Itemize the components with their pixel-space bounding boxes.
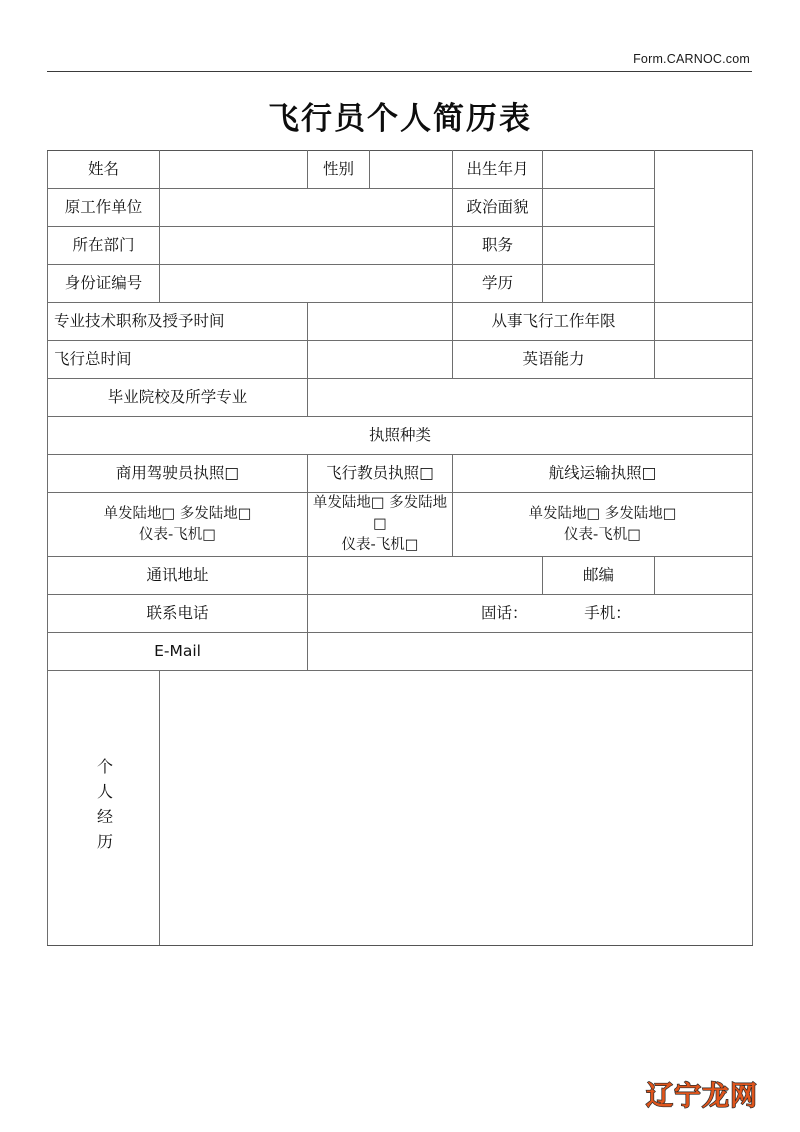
- birth-date-value[interactable]: [543, 151, 655, 189]
- department-label: 所在部门: [48, 227, 160, 265]
- school-major-value[interactable]: [308, 379, 753, 417]
- political-status-value[interactable]: [543, 189, 655, 227]
- phone-label: 联系电话: [48, 595, 308, 633]
- name-label: 姓名: [48, 151, 160, 189]
- table-row-work-unit: [48, 189, 753, 227]
- personal-experience-label-wrap: [52, 673, 155, 943]
- license-instructor-options[interactable]: [308, 493, 453, 557]
- work-unit-value[interactable]: [160, 189, 453, 227]
- department-value[interactable]: [160, 227, 453, 265]
- name-value[interactable]: [160, 151, 308, 189]
- header-divider: [47, 71, 752, 72]
- license-commercial-name[interactable]: 商用驾驶员执照□: [48, 455, 308, 493]
- total-flight-time-value[interactable]: [308, 341, 453, 379]
- total-flight-time-label: 飞行总时间: [48, 341, 308, 379]
- fixed-phone-label[interactable]: 固话：: [481, 603, 528, 622]
- flight-years-value[interactable]: [655, 303, 753, 341]
- table-row-license-names: [48, 455, 753, 493]
- license-commercial-options[interactable]: [48, 493, 308, 557]
- form-source-label: Form.CARNOC.com: [633, 52, 750, 66]
- personal-experience-value[interactable]: [160, 671, 753, 946]
- technical-title-label: 专业技术职称及授予时间: [48, 303, 308, 341]
- postcode-value[interactable]: [655, 557, 753, 595]
- license-instructor-options-line1[interactable]: 单发陆地□ 多发陆地□: [312, 495, 448, 533]
- position-label: 职务: [453, 227, 543, 265]
- political-status-label: 政治面貌: [453, 189, 543, 227]
- birth-date-label: 出生年月: [453, 151, 543, 189]
- personal-experience-label: 个人经历: [94, 758, 114, 859]
- phone-values-cell[interactable]: [308, 595, 753, 633]
- education-value[interactable]: [543, 265, 655, 303]
- page-title: 飞行员个人简历表: [268, 101, 532, 137]
- license-commercial-options-line2[interactable]: 仪表-飞机□: [139, 526, 216, 543]
- work-unit-label: 原工作单位: [48, 189, 160, 227]
- gender-label: 性别: [308, 151, 370, 189]
- table-row-technical-title: [48, 303, 753, 341]
- table-row-experience: [48, 671, 753, 946]
- english-ability-value[interactable]: [655, 341, 753, 379]
- flight-years-label: 从事飞行工作年限: [453, 303, 655, 341]
- table-row-phone: [48, 595, 753, 633]
- school-major-label: 毕业院校及所学专业: [48, 379, 308, 417]
- table-row-address: [48, 557, 753, 595]
- table-row-name: [48, 151, 753, 189]
- table-row-license-options: [48, 493, 753, 557]
- page-header: [47, 52, 752, 72]
- gender-value[interactable]: [370, 151, 453, 189]
- license-atp-name[interactable]: 航线运输执照□: [453, 455, 753, 493]
- table-row-license-section-title: [48, 417, 753, 455]
- education-label: 学历: [453, 265, 543, 303]
- email-label: E-Mail: [48, 633, 308, 671]
- address-value[interactable]: [308, 557, 543, 595]
- mobile-phone-label[interactable]: 手机：: [584, 603, 631, 622]
- pilot-resume-table: [47, 150, 753, 946]
- license-atp-options-line2[interactable]: 仪表-飞机□: [564, 526, 641, 543]
- id-number-label: 身份证编号: [48, 265, 160, 303]
- license-instructor-name[interactable]: 飞行教员执照□: [308, 455, 453, 493]
- technical-title-value[interactable]: [308, 303, 453, 341]
- license-section-title: 执照种类: [48, 417, 753, 455]
- id-number-value[interactable]: [160, 265, 453, 303]
- table-row-total-flight-time: [48, 341, 753, 379]
- position-value[interactable]: [543, 227, 655, 265]
- site-watermark-logo: 辽宁龙网: [646, 1081, 758, 1112]
- license-instructor-options-line2[interactable]: 仪表-飞机□: [341, 537, 419, 554]
- postcode-label: 邮编: [543, 557, 655, 595]
- table-row-department: [48, 227, 753, 265]
- email-value[interactable]: [308, 633, 753, 671]
- photo-cell[interactable]: [655, 151, 753, 303]
- table-row-id-number: [48, 265, 753, 303]
- english-ability-label: 英语能力: [453, 341, 655, 379]
- table-row-email: [48, 633, 753, 671]
- table-row-school: [48, 379, 753, 417]
- license-atp-options[interactable]: [453, 493, 753, 557]
- personal-experience-label-cell: [48, 671, 160, 946]
- license-atp-options-line1[interactable]: 单发陆地□ 多发陆地□: [528, 505, 677, 522]
- license-commercial-options-line1[interactable]: 单发陆地□ 多发陆地□: [103, 505, 252, 522]
- address-label: 通讯地址: [48, 557, 308, 595]
